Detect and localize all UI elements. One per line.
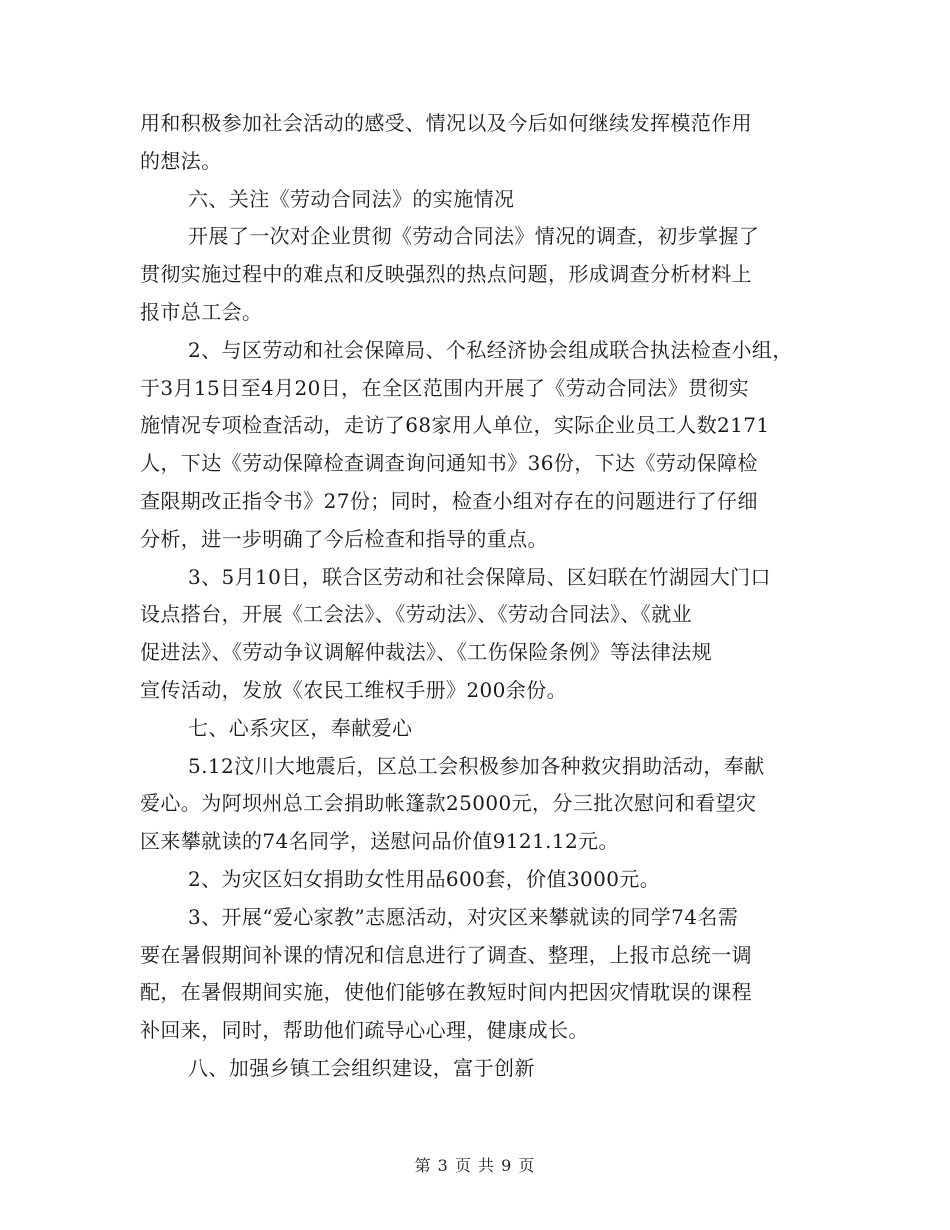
text-line: 用和积极参加社会活动的感受、情况以及今后如何继续发挥模范作用 bbox=[140, 111, 752, 135]
text-line: 2、为灾区妇女捐助女性用品600套，价值3000元。 bbox=[188, 866, 661, 891]
text-line: 开展了一次对企业贯彻《劳动合同法》情况的调查，初步掌握了 bbox=[188, 224, 760, 249]
text-line: 设点搭台，开展《工会法》、《劳动法》、《劳动合同法》、《就业 bbox=[140, 602, 692, 627]
page-footer: 第 3 页 共 9 页 bbox=[414, 1156, 536, 1175]
text-line: 3、开展“爱心家教”志愿活动，对灾区来攀就读的同学74名需 bbox=[188, 904, 739, 929]
text-line: 爱心。为阿坝州总工会捐助帐篷款25000元，分三批次慰问和看望灾 bbox=[140, 791, 757, 816]
text-line: 3、5月10日，联合区劳动和社会保障局、区妇联在竹湖园大门口 bbox=[188, 564, 771, 589]
text-line: 区来攀就读的74名同学，送慰问品价值9121.12元。 bbox=[140, 829, 619, 854]
text-line: 人，下达《劳动保障检查调查询问通知书》36份，下达《劳动保障检 bbox=[140, 451, 758, 476]
text-line: 2、与区劳动和社会保障局、个私经济协会组成联合执法检查小组， bbox=[188, 337, 793, 362]
document-body bbox=[140, 105, 830, 1088]
text-line: 施情况专项检查活动，走访了68家用人单位，实际企业员工人数2171 bbox=[140, 413, 770, 438]
text-line: 宣传活动，发放《农民工维权手册》200余份。 bbox=[140, 677, 567, 702]
text-line: 补回来，同时，帮助他们疏导心心理，健康成长。 bbox=[140, 1018, 589, 1043]
text-line: 于3月15日至4月20日，在全区范围内开展了《劳动合同法》贯彻实 bbox=[140, 375, 750, 400]
text-line: 贯彻实施过程中的难点和反映强烈的热点问题，形成调查分析材料上 bbox=[140, 262, 752, 287]
text-line: 报市总工会。 bbox=[140, 299, 263, 324]
text-line: 八、加强乡镇工会组织建设，富于创新 bbox=[188, 1055, 535, 1080]
text-line: 5.12汶川大地震后，区总工会积极参加各种救灾捐助活动，奉献 bbox=[188, 753, 765, 778]
text-line: 查限期改正指令书》27份；同时，检查小组对存在的问题进行了仔细 bbox=[140, 488, 758, 513]
text-line: 的想法。 bbox=[140, 148, 222, 173]
text-line: 促进法》、《劳动争议调解仲裁法》、《工伤保险条例》等法律法规 bbox=[140, 640, 712, 665]
text-line: 配，在暑假期间实施，使他们能够在教短时间内把因灾情耽误的课程 bbox=[140, 980, 752, 1005]
text-line: 七、心系灾区，奉献爱心 bbox=[188, 715, 413, 740]
text-line: 要在暑假期间补课的情况和信息进行了调查、整理，上报市总统一调 bbox=[140, 942, 752, 967]
text-line: 六、关注《劳动合同法》的实施情况 bbox=[188, 186, 515, 211]
text-line: 分析，进一步明确了今后检查和指导的重点。 bbox=[140, 526, 548, 551]
